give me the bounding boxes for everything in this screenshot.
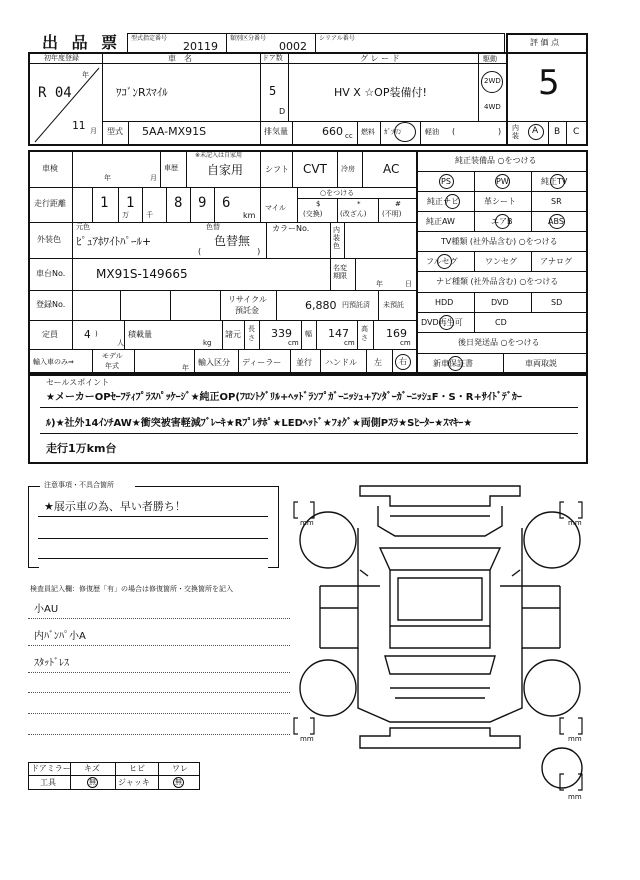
model-designation-box [127,33,227,53]
inspector-label: 検査員記入欄：修復歴「有」の場合は修復箇所・交換箇所を記入 [30,585,233,593]
import-label: 輸入車のみ⇒ [33,358,74,366]
equip-abs: ABS [548,217,564,226]
equip-sr: SR [551,197,562,206]
mm-front-right: mm [568,519,582,527]
sales-line-1: ★メーカーOPｾｰﾌﾃｨﾌﾟﾗｽﾊﾟｯｹｰｼﾞ★純正OP(ﾌﾛﾝﾄｸﾞﾘﾙ+ﾍｯﾄﾞﾗﾝﾌﾟｶﾞｰﾆｯｼｭ+ｱﾝﾀﾞｰｶﾞｰﾆｯｼｭF・S・R+ｻｲﾄﾞﾃﾞｶｰ [46,392,522,403]
dims-label: 諸元 [225,330,241,339]
mm-rear-left: mm [300,735,314,743]
legend-tools-value: 無 [89,778,96,786]
navi-dvd: DVD [491,298,509,307]
model-year-label-1: モデル [102,352,123,360]
first-reg-year-unit: 年 [82,71,89,79]
import-dealer: ディーラー [242,358,282,367]
legend-break: ワレ [172,764,188,773]
name-change-label: 名変期限 [333,264,347,280]
equip-pw: PW [496,177,509,186]
equip-leather: 革シート [484,197,516,206]
exterior-color-label: 外装色 [37,235,61,244]
interior-color-label: 内装色 [333,226,340,250]
interior-c: C [573,127,580,137]
inspection-month-unit: 月 [150,174,157,182]
score-value: 5 [538,63,560,103]
color-code-label: カラーNo. [272,224,310,233]
legend-scratch: キズ [84,764,100,773]
legend-crack: ヒビ [129,764,145,773]
name-change-day: 日 [405,280,412,288]
legend-door-mirror: ドアミラー [31,764,71,773]
doors-value: 5 [269,84,277,98]
serial-label: シリアル番号 [319,35,355,42]
equip-navi: 純正ナビ [427,197,459,206]
inspector-line-2: 内ﾊﾞﾝﾊﾟ小A [34,631,86,642]
width-value: 147 [328,327,349,340]
sales-line-2: ﾙ)★社外14ｲﾝﾁAW★衝突被害軽減ﾌﾞﾚｰｷ★Rﾌﾟﾚｻﾎﾟ★LEDﾍｯﾄﾞ★ﾌｫｸﾞ★両側Pｽﾗ★Sﾋｰﾀｰ★ｽﾏｷｰ★ [46,418,473,429]
model-year-label-2: 年式 [105,362,119,370]
color-change-value: 色替無 [214,234,251,248]
mm-front-left: mm [300,519,314,527]
car-damage-diagram [290,478,600,808]
fuel-paren-open: ( [452,127,456,136]
model-value: 5AA-MX91S [142,125,207,138]
width-label: 幅 [305,330,312,338]
notes-label: 注意事項・不具合箇所 [44,481,114,489]
displacement-label: 排気量 [264,127,288,136]
meter-unknown-label: (不明) [382,210,402,218]
notes-bracket-left [28,486,39,568]
load-label: 積載量 [128,330,152,339]
mileage-label: 走行距離 [34,199,66,208]
ac-value: AC [383,162,400,176]
equip-tv: 純正TV [541,177,568,186]
fuel-diesel: 軽油 [425,128,439,136]
mileage-digit-2: 1 [126,195,135,211]
color-change-paren: ( ) [198,247,261,256]
model-designation-label: 型式指定番号 [131,35,168,42]
navi-hdd: HDD [435,298,454,307]
category-value: 0002 [279,40,307,53]
chassis-label: 車台No. [36,269,66,278]
sales-line-3: 走行1万km台 [46,442,117,455]
drive-2wd: 2WD [484,77,501,85]
mileage-unit: km [243,211,256,220]
first-reg-month: 11 [72,119,86,132]
drive-label: 駆動 [483,55,497,63]
first-reg-month-unit: 月 [90,127,97,135]
handle-label: ハンドル [325,358,357,367]
length-unit: cm [288,339,299,347]
legend-tools: 工具 [40,778,56,787]
mileage-man-unit: 万 [122,211,129,219]
model-year-unit: 年 [182,364,189,372]
load-unit: kg [203,339,212,347]
fuel-paren-close: ) [498,127,502,136]
mm-rear-right: mm [568,735,582,743]
meter-tamper-label: (改ざん) [340,210,367,218]
mileage-sen-unit: 千 [146,211,153,219]
capacity-unit: 人 [117,339,124,347]
color-change-label: 色替 [206,223,220,231]
mileage-digit-4: 8 [174,195,183,211]
recycle-value: 6,880 [305,299,337,312]
interior-label: 内装 [512,124,519,140]
meter-exchange-label: (交換) [303,210,323,218]
navi-type-title: ナビ種類 (社外品含む) ○をつける [436,277,559,286]
length-value: 339 [271,327,292,340]
name-change-year: 年 [376,280,383,288]
tv-fullseg: フルセグ [426,257,458,266]
inspector-line-1: 小AU [34,604,59,615]
meter-exchange-symbol: $ [316,200,321,208]
equip-ps: PS [441,177,451,186]
legend-jack: ジャッキ [118,778,150,787]
original-color-label: 元色 [76,223,90,231]
mm-spare: mm [568,793,582,801]
recycle-paid-unit: 円預託済 [342,301,370,309]
import-type-label: 輸入区分 [198,358,230,367]
doors-label: ドア数 [262,54,283,62]
grade-value: HV X ☆OP装備付! [334,86,427,99]
handle-right: 右 [399,357,407,366]
tv-oneseg: ワンセグ [485,257,517,266]
tv-analog: アナログ [540,257,572,266]
legend-jack-value: 無 [175,778,182,786]
navi-sd: SD [551,298,563,307]
tv-type-title: TV種類 (社外品含む) ○をつける [441,237,558,246]
fuel-label: 燃料 [361,128,375,136]
inspection-year-unit: 年 [104,174,111,182]
grade-label: グ レ ー ド [360,54,400,63]
drive-4wd: 4WD [484,103,501,111]
inspector-line-3: ｽﾀｯﾄﾞﾚｽ [34,658,69,669]
capacity-value: 4 [84,328,91,341]
chassis-value: MX91S-149665 [96,267,188,281]
equip-aw: 純正AW [426,217,455,226]
notes-bracket-right [268,486,279,568]
equip-airbag: エアB [491,217,513,226]
later-ship-title: 後日発送品 ○をつける [458,338,540,347]
notes-text: ★展示車の為、早い者勝ち！ [44,500,186,513]
form-title: 出 品 票 [42,33,122,52]
meter-circle-note: ○をつける [320,189,355,197]
mileage-digit-5: 9 [198,195,207,211]
mileage-digit-1: 1 [100,195,109,211]
capacity-label: 定員 [42,330,58,339]
doors-suffix: D [279,107,286,116]
ac-label: 冷房 [341,165,355,173]
model-label: 型式 [107,127,123,136]
recycle-label-1: リサイクル [228,295,267,304]
fuel-gasoline: ｶﾞｿﾘﾝ [384,128,402,136]
recycle-label-2: 預託金 [235,306,259,315]
meter-tamper-symbol: * [357,200,361,208]
model-designation-value: 20119 [183,40,218,53]
later-warranty: 新車保証書 [433,359,473,368]
width-unit: cm [344,339,355,347]
shift-label: シフト [265,165,289,174]
later-manual: 車両取説 [525,359,557,368]
height-label: 高さ [361,325,368,342]
mile-label: マイル [265,204,286,212]
displacement-unit: cc [345,132,353,140]
shift-value: CVT [303,162,327,176]
usage-label: 車歴 [164,164,178,172]
length-label: 長さ [248,325,255,342]
capacity-paren: ) [95,330,98,338]
first-reg-era-year: R 04 [38,85,72,101]
height-unit: cm [400,339,411,347]
navi-dvd-play: DVD再生可 [421,318,463,327]
height-value: 169 [386,327,407,340]
car-name-value: ﾜｺﾞﾝRｽﾏｲﾙ [116,86,168,99]
mileage-digit-6: 6 [222,195,231,211]
car-name-label: 車 名 [168,54,192,63]
category-label: 類別区分番号 [230,35,267,42]
import-parallel: 並行 [296,358,312,367]
score-label: 評 価 点 [530,38,560,47]
serial-box [315,33,505,53]
usage-value: 自家用 [207,163,244,177]
recycle-unpaid: 未預託 [383,301,404,309]
interior-b: B [554,127,561,137]
sales-points-label: セールスポイント [46,378,110,387]
exterior-color-value: ﾋﾟｭｱﾎﾜｲﾄﾊﾟｰﾙ+ [76,235,152,248]
registration-label: 登録No. [36,300,66,309]
first-registration-label: 初年度登録 [44,54,79,62]
usage-note: ※未記入は自家用 [195,152,243,159]
meter-unknown-symbol: # [395,200,401,208]
navi-cd: CD [495,318,507,327]
handle-left: 左 [374,358,382,367]
equipment-title: 純正装備品 ○をつける [455,156,537,165]
fuel-selected-circle [394,122,416,142]
category-box [226,33,316,53]
inspection-label: 車検 [42,164,58,173]
interior-a: A [532,126,539,136]
displacement-value: 660 [322,125,343,138]
